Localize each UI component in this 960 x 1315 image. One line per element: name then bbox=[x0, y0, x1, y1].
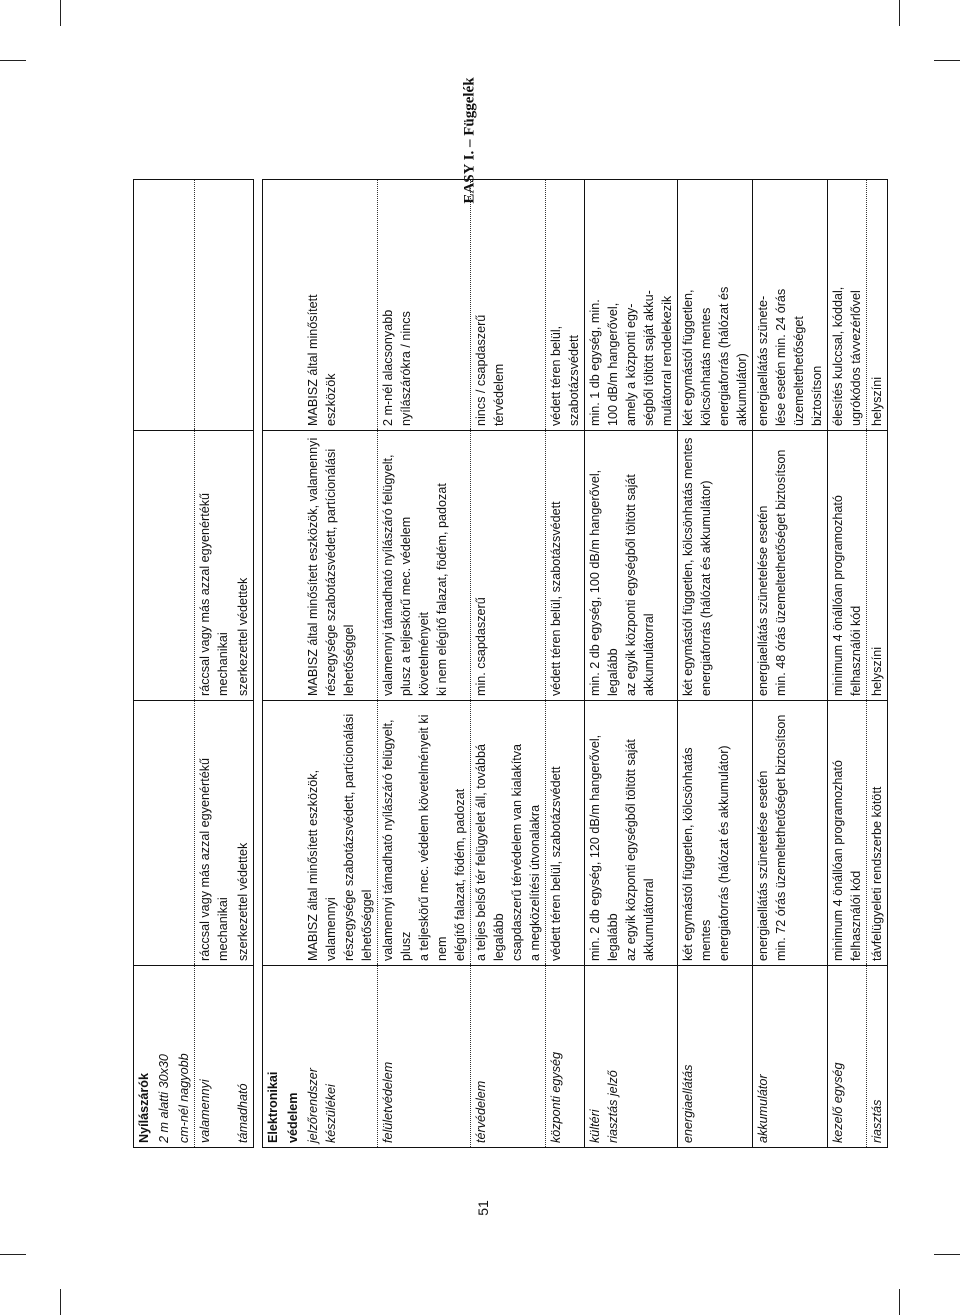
cell-c4: energiaellátás szünete- lése esetén min. 24 órás üzemeltethetőséget biztosítson bbox=[753, 180, 828, 431]
cell-c4: két egymástól független, kölcsönhatás mentes energiaforrás (hálózat és akkumulátor) bbox=[678, 180, 753, 431]
crop-mark bbox=[60, 0, 61, 26]
table-row bbox=[585, 180, 678, 1148]
page-number: 51 bbox=[475, 1200, 491, 1216]
row-label: energiaellátás bbox=[678, 966, 753, 1148]
cell-c2: MABISZ által minősített eszközök, valamennyi részegysége szabotázsvédett, partícionálási lehetőséggel bbox=[303, 701, 378, 966]
cell-c3: ráccsal vagy más azzal egyenértékű mechanikai bbox=[195, 431, 234, 701]
row-label: akkumulátor bbox=[753, 966, 828, 1148]
cell-c3: két egymástól független, kölcsönhatás mentes energiaforrás (hálózat és akkumulátor) bbox=[678, 431, 753, 701]
cell-c2: min. 2 db egység, 120 dB/m hangerővel, legalább az egyik központi egységből töltött saját akkumulátorral bbox=[585, 701, 678, 966]
row-label: támadható bbox=[233, 966, 254, 1148]
rotated-table-frame bbox=[133, 180, 884, 1148]
row-label: felületvédelem bbox=[378, 966, 471, 1148]
crop-mark bbox=[934, 1254, 960, 1255]
row-label: jelzőrendszer készülékei bbox=[303, 966, 378, 1148]
cell-c4: 2 m-nél alacsonyabb nyílászárókra / nincs bbox=[378, 180, 471, 431]
cell-c2: szerkezettel védettek bbox=[233, 701, 254, 966]
cell-c2: minimum 4 önállóan programozható felhasználói kód bbox=[828, 701, 867, 966]
cell-c2: energiaellátás szünetelése esetén min. 72 órás üzemeltethetőséget biztosítson bbox=[753, 701, 828, 966]
table-row bbox=[471, 180, 546, 1148]
cell-c2: valamennyi támadható nyílászáró felügyelt, plusz a teljeskörű mec. védelem követelményeit ki nem elégítő falazat, födém, padozat bbox=[378, 701, 471, 966]
section-title-elektronikai: Elektronikai bbox=[263, 966, 284, 1148]
cell-c3: helyszíni bbox=[867, 431, 888, 701]
table-row bbox=[678, 180, 753, 1148]
cell-c4: MABISZ által minősített eszközök bbox=[303, 180, 378, 431]
cell-c2: két egymástól független, kölcsönhatás mentes energiaforrás (hálózat és akkumulátor) bbox=[678, 701, 753, 966]
rotated-table bbox=[133, 180, 884, 1148]
row-label: térvédelem bbox=[471, 966, 546, 1148]
table-row bbox=[303, 180, 378, 1148]
crop-mark bbox=[934, 60, 960, 61]
cell-c4: nincs / csapdaszerű térvédelem bbox=[471, 180, 546, 431]
cell-c3: minimum 4 önállóan programozható felhasználói kód bbox=[828, 431, 867, 701]
cell-c3: szerkezettel védettek bbox=[233, 431, 254, 701]
row-label: riasztás bbox=[867, 966, 888, 1148]
row-label: kezelő egység bbox=[828, 966, 867, 1148]
row-label: valamennyi bbox=[195, 966, 234, 1148]
requirements-table bbox=[133, 179, 888, 1148]
crop-mark bbox=[899, 0, 900, 26]
running-head: EASY I. – Függelék bbox=[461, 77, 478, 204]
cell-c3: min. csapdaszerű bbox=[471, 431, 546, 701]
cell-c3: valamennyi támadható nyílászáró felügyelt, plusz a teljeskörű mec. védelem követelményeit ki nem elégítő falazat, födém, padozat bbox=[378, 431, 471, 701]
row-label: központi egység bbox=[546, 966, 585, 1148]
cell-c4: min. 1 db egység, min. 100 dB/m hangerővel, amely a központi egy- ségből töltött saját akku- mulátorral rendelekezik bbox=[585, 180, 678, 431]
cell-c3: min. 2 db egység, 100 dB/m hangerővel, legalább az egyik központi egységből töltött saját akkumulátorral bbox=[585, 431, 678, 701]
cell-c4: élesítés kulccsal, kóddal, ugrókódos távvezérlővel bbox=[828, 180, 867, 431]
crop-mark bbox=[899, 1289, 900, 1315]
table-row bbox=[753, 180, 828, 1148]
row-label: kültéri riasztás jelző bbox=[585, 966, 678, 1148]
section-title-nyilaszarok: Nyílászárók bbox=[134, 966, 155, 1148]
crop-mark bbox=[0, 60, 26, 61]
table-row bbox=[867, 180, 888, 1148]
crop-mark bbox=[0, 1254, 26, 1255]
section-title-elektronikai-2: védelem bbox=[283, 966, 303, 1148]
table-row bbox=[546, 180, 585, 1148]
cell-c2: távfelügyeleti rendszerbe kötött bbox=[867, 701, 888, 966]
table-row bbox=[828, 180, 867, 1148]
cell-c4: helyszíni bbox=[867, 180, 888, 431]
row-label: 2 m alatti 30x30 bbox=[154, 966, 174, 1148]
cell-c3: energiaellátás szünetelése esetén min. 48 órás üzemeltethetőséget biztosítson bbox=[753, 431, 828, 701]
table-row bbox=[378, 180, 471, 1148]
cell-c4: védett téren belül, szabotázsvédett bbox=[546, 180, 585, 431]
cell-c3: védett téren belül, szabotázsvédett bbox=[546, 431, 585, 701]
crop-mark bbox=[60, 1289, 61, 1315]
cell-c2: védett téren belül, szabotázsvédett bbox=[546, 701, 585, 966]
cell-c2: a teljes belső tér felügyelet áll, továbbá legalább csapdaszerű térvédelem van kialakítva a megközelítési útvonalakra bbox=[471, 701, 546, 966]
row-label: cm-nél nagyobb bbox=[174, 966, 195, 1148]
cell-c2: ráccsal vagy más azzal egyenértékű mechanikai bbox=[195, 701, 234, 966]
cell-c3: MABISZ által minősített eszközök, valamennyi részegysége szabotázsvédett, partícionálási lehetőséggel bbox=[303, 431, 378, 701]
